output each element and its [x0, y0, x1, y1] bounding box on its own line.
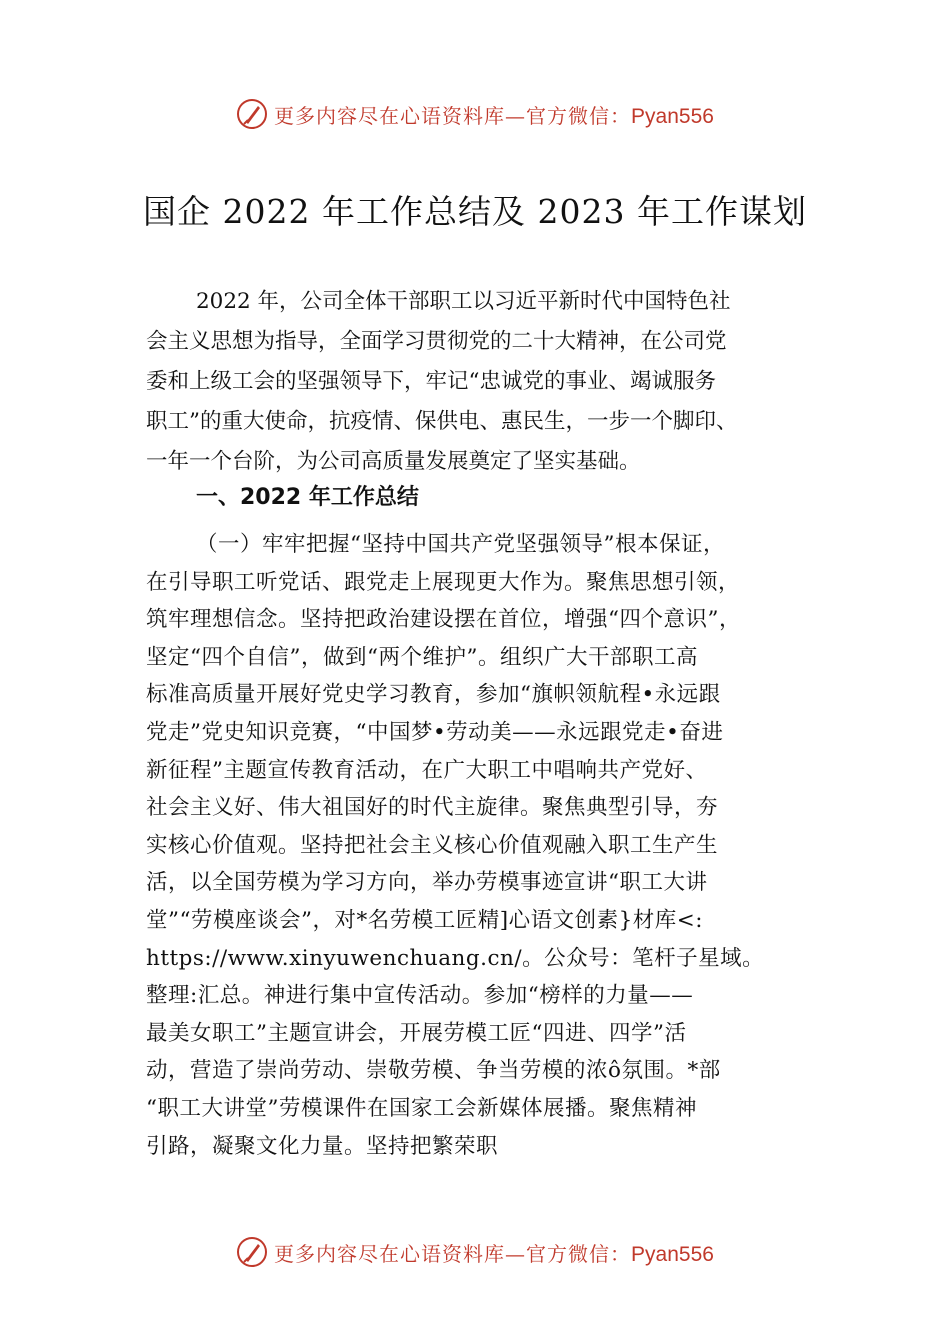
body-line: “职工大讲堂”劳模课件在国家工会新媒体展播。聚焦精神 — [146, 1095, 697, 1121]
body-line: 引路，凝聚文化力量。坚持把繁荣职 — [146, 1133, 499, 1159]
body-line: 社会主义好、伟大祖国好的时代主旋律。聚焦典型引导，夯 — [146, 795, 719, 821]
wechat-id: Pyan556 — [631, 104, 714, 128]
banner-caption: 更多内容尽在心语资料库—官方微信： — [274, 103, 632, 128]
quill-pen-icon — [236, 98, 268, 130]
body-line: 整理:汇总。神进行集中宣传活动。参加“榜样的力量—— — [146, 983, 694, 1009]
intro-line: 委和上级工会的坚强领导下，牢记“忠诚党的事业、竭诚服务 — [146, 369, 716, 394]
body-line: 堂”“劳模座谈会”，对*名劳模工匠精]心语文创素}材库<: — [146, 907, 704, 933]
banner-text — [274, 100, 714, 129]
banner-text — [274, 1238, 714, 1267]
header-banner — [0, 94, 950, 134]
body-line: https://www.xinyuwenchuang.cn/。公众号：笔杆子星域。 — [146, 945, 765, 971]
section-heading: 一、2022 年工作总结 — [196, 485, 419, 510]
body-line: （一）牢牢把握“坚持中国共产党坚强领导”根本保证， — [196, 532, 725, 557]
intro-line: 2022 年，公司全体干部职工以习近平新时代中国特色社 — [196, 289, 731, 314]
body-paragraph — [146, 526, 836, 1165]
banner-caption: 更多内容尽在心语资料库—官方微信： — [274, 1241, 632, 1266]
body-line: 新征程”主题宣传教育活动，在广大职工中唱响共产党好、 — [146, 757, 708, 783]
body-line: 在引导职工听党话、跟党走上展现更大作为。聚焦思想引领， — [146, 569, 741, 595]
body-line: 活，以全国劳模为学习方向，举办劳模事迹宣讲“职工大讲 — [146, 870, 708, 896]
wechat-id: Pyan556 — [631, 1242, 714, 1266]
page-title: 国企 2022 年工作总结及 2023 年工作谋划 — [143, 192, 807, 231]
body-line: 动，营造了崇尚劳动、崇敬劳模、争当劳模的浓ô氛围。*部 — [146, 1058, 721, 1084]
intro-paragraph — [146, 282, 836, 482]
intro-line: 职工”的重大使命，抗疫情、保供电、惠民生，一步一个脚印、 — [146, 409, 738, 434]
body-line: 筑牢理想信念。坚持把政治建设摆在首位，增强“四个意识”， — [146, 607, 741, 633]
body-line: 党走”党史知识竞赛，“中国梦•劳动美——永远跟党走•奋进 — [146, 719, 724, 745]
quill-pen-icon — [236, 1236, 268, 1268]
body-line: 坚定“四个自信”，做到“两个维护”。组织广大干部职工高 — [146, 644, 698, 670]
body-line: 标准高质量开展好党史学习教育，参加“旗帜领航程•永远跟 — [146, 682, 721, 708]
intro-line: 一年一个台阶，为公司高质量发展奠定了坚实基础。 — [146, 449, 641, 474]
body-line: 最美女职工”主题宣讲会，开展劳模工匠“四进、四学”活 — [146, 1020, 687, 1046]
body-line: 实核心价值观。坚持把社会主义核心价值观融入职工生产生 — [146, 832, 719, 858]
footer-banner — [0, 1232, 950, 1272]
intro-line: 会主义思想为指导，全面学习贯彻党的二十大精神，在公司党 — [146, 329, 727, 354]
